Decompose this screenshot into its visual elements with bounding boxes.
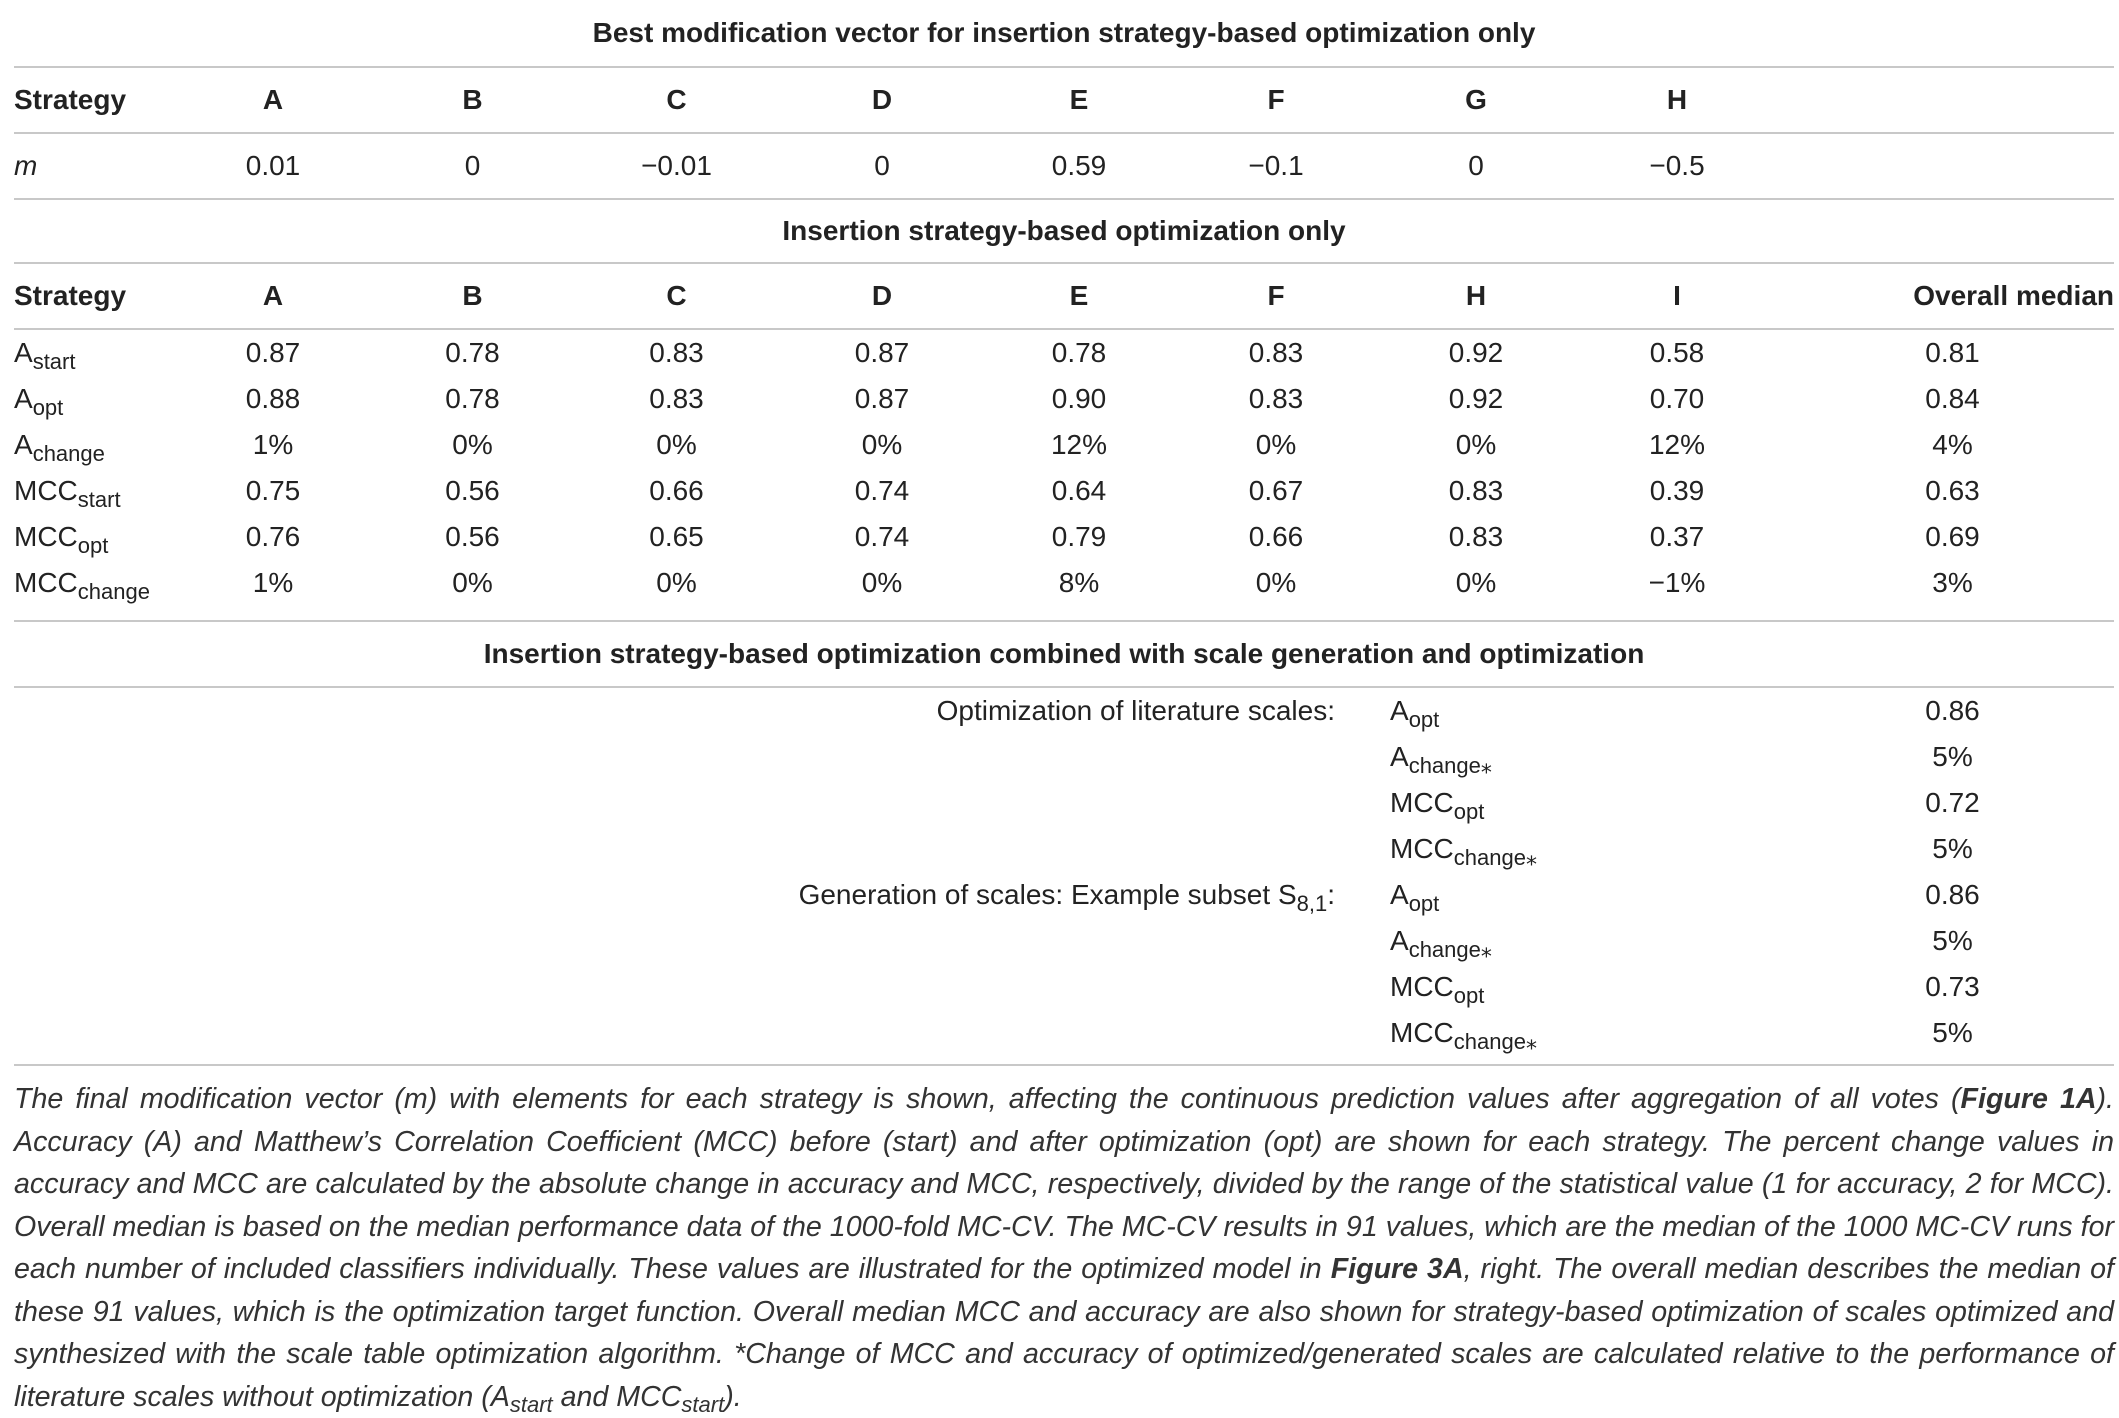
metric-label <box>1375 1010 1777 1056</box>
table-cell: 0.64 <box>1051 475 1107 506</box>
row-label: m <box>14 150 38 181</box>
metric-label-main: MCC <box>1390 833 1454 864</box>
metric-label-main: A <box>1390 925 1409 956</box>
table-caption <box>14 1078 2114 1418</box>
table-cell: 0.74 <box>854 521 910 552</box>
metric-value: 0.86 <box>1925 695 1980 726</box>
row-label <box>14 422 171 468</box>
table-cell: 0.66 <box>649 475 704 506</box>
table-cell: 1% <box>252 429 294 460</box>
caption-text: ). Accuracy (A) and Matthew’s Correlation Coefficient (MCC) before (start) and after optimization (opt) are shown for each strategy. The percent change values in accuracy and MCC are calculated by the absolute change in accuracy and MCC, respectively, divided by the range of the statistical value (1 for accuracy, 2 for MCC). Overall median is based on the median performance data of the 1000-fold MC-CV. The MC-CV results in 91 values, which are the median of the 1000 MC-CV runs for each number of included classifiers individually. These values are illustrated for the optimized model in <box>14 1083 2114 1285</box>
metric-value: 5% <box>1932 1017 1973 1048</box>
section3-end <box>14 1056 2114 1065</box>
row-label-sub: opt <box>77 533 109 558</box>
caption-text: The final modification vector (m) with elements for each strategy is shown, affecting the continuous prediction values after aggregation of all votes ( <box>14 1083 1961 1115</box>
group-label <box>14 964 1375 1010</box>
table-cell: 0.83 <box>649 383 704 414</box>
table-cell: 0% <box>1455 567 1497 598</box>
header-cell: E <box>1069 84 1089 115</box>
table-cell: 0% <box>1455 429 1497 460</box>
row-label-sub: change <box>32 441 105 466</box>
group-label <box>14 918 1375 964</box>
row-label <box>14 514 171 560</box>
metric-label-main: A <box>1390 695 1409 726</box>
header-cell: A <box>262 84 284 115</box>
header-cell: H <box>1666 84 1688 115</box>
table-cell: 0.83 <box>1248 337 1304 368</box>
caption-mcc: MCC <box>616 1380 682 1413</box>
table-row <box>14 468 2114 514</box>
metric-label-sub: change⁎ <box>1408 937 1492 962</box>
row-label <box>14 560 171 606</box>
metric-label <box>1375 826 1777 872</box>
header-cell: H <box>1465 280 1487 311</box>
row-label <box>14 376 171 422</box>
table-cell: 0.70 <box>1649 383 1705 414</box>
table-cell: 12% <box>1648 429 1706 460</box>
table-cell: 0.88 <box>245 383 301 414</box>
table-cell: 0.76 <box>245 521 301 552</box>
table-cell: 0.65 <box>649 521 704 552</box>
header-cell: B <box>462 280 483 311</box>
table-row <box>14 422 2114 468</box>
metric-label-sub: opt <box>1453 983 1485 1008</box>
row-label-sub: start <box>77 487 121 512</box>
group-label-sub: 8,1 <box>1296 891 1328 916</box>
figure-1a-ref[interactable]: Figure 1A <box>1960 1083 2097 1115</box>
results-table <box>14 0 2114 1066</box>
table-cell: 0.01 <box>245 150 301 181</box>
table-cell: −0.1 <box>1248 150 1304 181</box>
section3-body <box>14 687 2114 1056</box>
table-cell: 0 <box>464 150 481 181</box>
table-row <box>14 687 2114 734</box>
header-cell: C <box>666 84 687 115</box>
table-cell: 0% <box>861 429 903 460</box>
header-cell: F <box>1267 280 1285 311</box>
table-row <box>14 918 2114 964</box>
metric-label <box>1375 780 1777 826</box>
section1-header-row <box>14 67 2114 133</box>
metric-value: 5% <box>1932 925 1973 956</box>
table-row <box>14 376 2114 422</box>
table-cell: 0% <box>452 429 493 460</box>
section2-header-row <box>14 263 2114 329</box>
metric-label-sub: change⁎ <box>1453 1029 1537 1054</box>
caption-mcc-sub: start <box>681 1391 725 1417</box>
table-cell: 0.90 <box>1051 383 1107 414</box>
metric-label-main: A <box>1390 879 1409 910</box>
table-cell: 0 <box>874 150 890 181</box>
header-cell: Overall median <box>1913 280 2114 311</box>
row-label-sub: opt <box>32 395 64 420</box>
row-label-main: A <box>14 337 33 368</box>
group-label <box>14 687 1375 734</box>
metric-label-sub: opt <box>1453 799 1485 824</box>
table-cell: 0.84 <box>1925 383 1980 414</box>
section2-end <box>14 606 2114 621</box>
row-label-main: A <box>14 383 33 414</box>
section1-title-row <box>14 0 2114 67</box>
table-cell: 0.87 <box>854 337 910 368</box>
table-cell: 12% <box>1050 429 1108 460</box>
table-row <box>14 780 2114 826</box>
table-cell: 0.83 <box>1448 475 1504 506</box>
table-cell: 0.74 <box>854 475 910 506</box>
section2-body <box>14 329 2114 606</box>
header-cell: D <box>871 84 893 115</box>
group-label-tail: : <box>1327 879 1335 910</box>
row-label-main: MCC <box>14 475 78 506</box>
metric-label-main: MCC <box>1390 971 1454 1002</box>
table-cell: 1% <box>252 567 294 598</box>
table-cell: 0.69 <box>1925 521 1980 552</box>
group-label <box>14 780 1375 826</box>
table-cell: 0.87 <box>854 383 910 414</box>
caption-text: ). <box>724 1380 742 1413</box>
table-cell: 0.56 <box>445 521 500 552</box>
caption-a: A <box>490 1380 510 1413</box>
metric-value: 0.73 <box>1925 971 1980 1002</box>
table-cell <box>1777 133 2114 199</box>
table-cell: 0.63 <box>1925 475 1980 506</box>
header-cell: Strategy <box>14 84 127 115</box>
header-cell: A <box>262 280 284 311</box>
table-row <box>14 872 2114 918</box>
table-cell: 0% <box>656 567 697 598</box>
table-cell: 0.78 <box>445 337 500 368</box>
table-cell: 0.78 <box>1051 337 1107 368</box>
metric-label <box>1375 918 1777 964</box>
header-cell: D <box>871 280 893 311</box>
row-label <box>14 329 171 376</box>
row-label-sub: start <box>32 349 76 374</box>
table-cell: 0.37 <box>1649 521 1705 552</box>
group-label <box>14 734 1375 780</box>
header-cell: G <box>1465 84 1487 115</box>
section3-title-row <box>14 621 2114 687</box>
table-cell: 0.92 <box>1448 337 1504 368</box>
table-cell: 0% <box>1255 567 1297 598</box>
table-cell: 0.87 <box>245 337 301 368</box>
table-cell: 0.83 <box>1448 521 1504 552</box>
m-vector-row <box>14 133 2114 199</box>
metric-label-sub: opt <box>1408 707 1440 732</box>
group-label-text: Optimization of literature scales: <box>936 695 1335 726</box>
group-label-text: Generation of scales: Example subset S <box>798 879 1297 910</box>
row-label-main: MCC <box>14 567 78 598</box>
table-cell: 4% <box>1932 429 1973 460</box>
table-cell: 0.56 <box>445 475 500 506</box>
table-cell: 8% <box>1058 567 1100 598</box>
table-cell: 0.66 <box>1248 521 1304 552</box>
metric-label-main: MCC <box>1390 1017 1454 1048</box>
table-cell: 0.78 <box>445 383 500 414</box>
section1-title: Best modification vector for insertion strategy-based optimization only <box>592 17 1536 48</box>
metric-value: 5% <box>1932 741 1973 772</box>
table-cell: 0% <box>656 429 697 460</box>
row-label-main: MCC <box>14 521 78 552</box>
metric-label <box>1375 734 1777 780</box>
metric-label-sub: change⁎ <box>1453 845 1537 870</box>
row-label-main: A <box>14 429 33 460</box>
table-cell: 0.79 <box>1051 521 1107 552</box>
metric-value: 0.72 <box>1925 787 1980 818</box>
table-cell: 0.67 <box>1248 475 1304 506</box>
table-cell: 0.75 <box>245 475 301 506</box>
metric-label-sub: opt <box>1408 891 1440 916</box>
metric-label <box>1375 872 1777 918</box>
section2-title: Insertion strategy-based optimization only <box>782 215 1346 246</box>
table-cell: 0 <box>1468 150 1484 181</box>
table-cell: 0% <box>861 567 903 598</box>
table-cell: −0.5 <box>1649 150 1705 181</box>
metric-label <box>1375 687 1777 734</box>
metric-label <box>1375 964 1777 1010</box>
table-cell: 0.58 <box>1649 337 1705 368</box>
section3-title: Insertion strategy-based optimization combined with scale generation and optimization <box>483 638 1645 669</box>
header-cell: C <box>666 280 687 311</box>
header-cell: I <box>1673 280 1681 311</box>
header-cell: B <box>462 84 483 115</box>
header-cell: F <box>1267 84 1285 115</box>
table-cell: 0.83 <box>649 337 704 368</box>
row-label-sub: change <box>77 579 150 604</box>
table-cell: 3% <box>1932 567 1973 598</box>
table-row <box>14 329 2114 376</box>
table-cell: 0.59 <box>1051 150 1107 181</box>
group-label <box>14 826 1375 872</box>
table-cell: 0% <box>452 567 493 598</box>
metric-value: 5% <box>1932 833 1973 864</box>
table-cell: 0.83 <box>1248 383 1304 414</box>
performance-table <box>14 0 2114 1066</box>
caption-text: and <box>552 1380 617 1413</box>
table-cell: 0.39 <box>1649 475 1705 506</box>
caption-a-sub: start <box>509 1391 553 1417</box>
table-row <box>14 734 2114 780</box>
header-cell: Strategy <box>14 280 127 311</box>
table-cell: −1% <box>1648 567 1706 598</box>
table-row <box>14 514 2114 560</box>
group-label <box>14 1010 1375 1056</box>
metric-label-main: A <box>1390 741 1409 772</box>
table-cell: −0.01 <box>641 150 712 181</box>
metric-value: 0.86 <box>1925 879 1980 910</box>
table-row <box>14 560 2114 606</box>
table-row <box>14 826 2114 872</box>
row-label <box>14 468 171 514</box>
metric-label-sub: change⁎ <box>1408 753 1492 778</box>
table-cell: 0.81 <box>1925 337 1980 368</box>
section2-title-row <box>14 199 2114 263</box>
table-row <box>14 1010 2114 1056</box>
metric-label-main: MCC <box>1390 787 1454 818</box>
header-cell: E <box>1069 280 1089 311</box>
table-row <box>14 964 2114 1010</box>
figure-3a-ref[interactable]: Figure 3A <box>1330 1253 1464 1285</box>
header-cell <box>1777 67 2114 133</box>
caption-text: , right. The overall median describes the median of these 91 values, which is the optimization target function. Overall median MCC and accuracy are also shown for strategy-based optimization of scales optimized and synthesized with the scale table optimization algorithm. *Change of MCC and accuracy of optimized/generated scales are calculated relative to the performance of literature scales without optimization ( <box>14 1253 2114 1413</box>
table-cell: 0.92 <box>1448 383 1504 414</box>
table-cell: 0% <box>1255 429 1297 460</box>
group-label <box>14 872 1375 918</box>
